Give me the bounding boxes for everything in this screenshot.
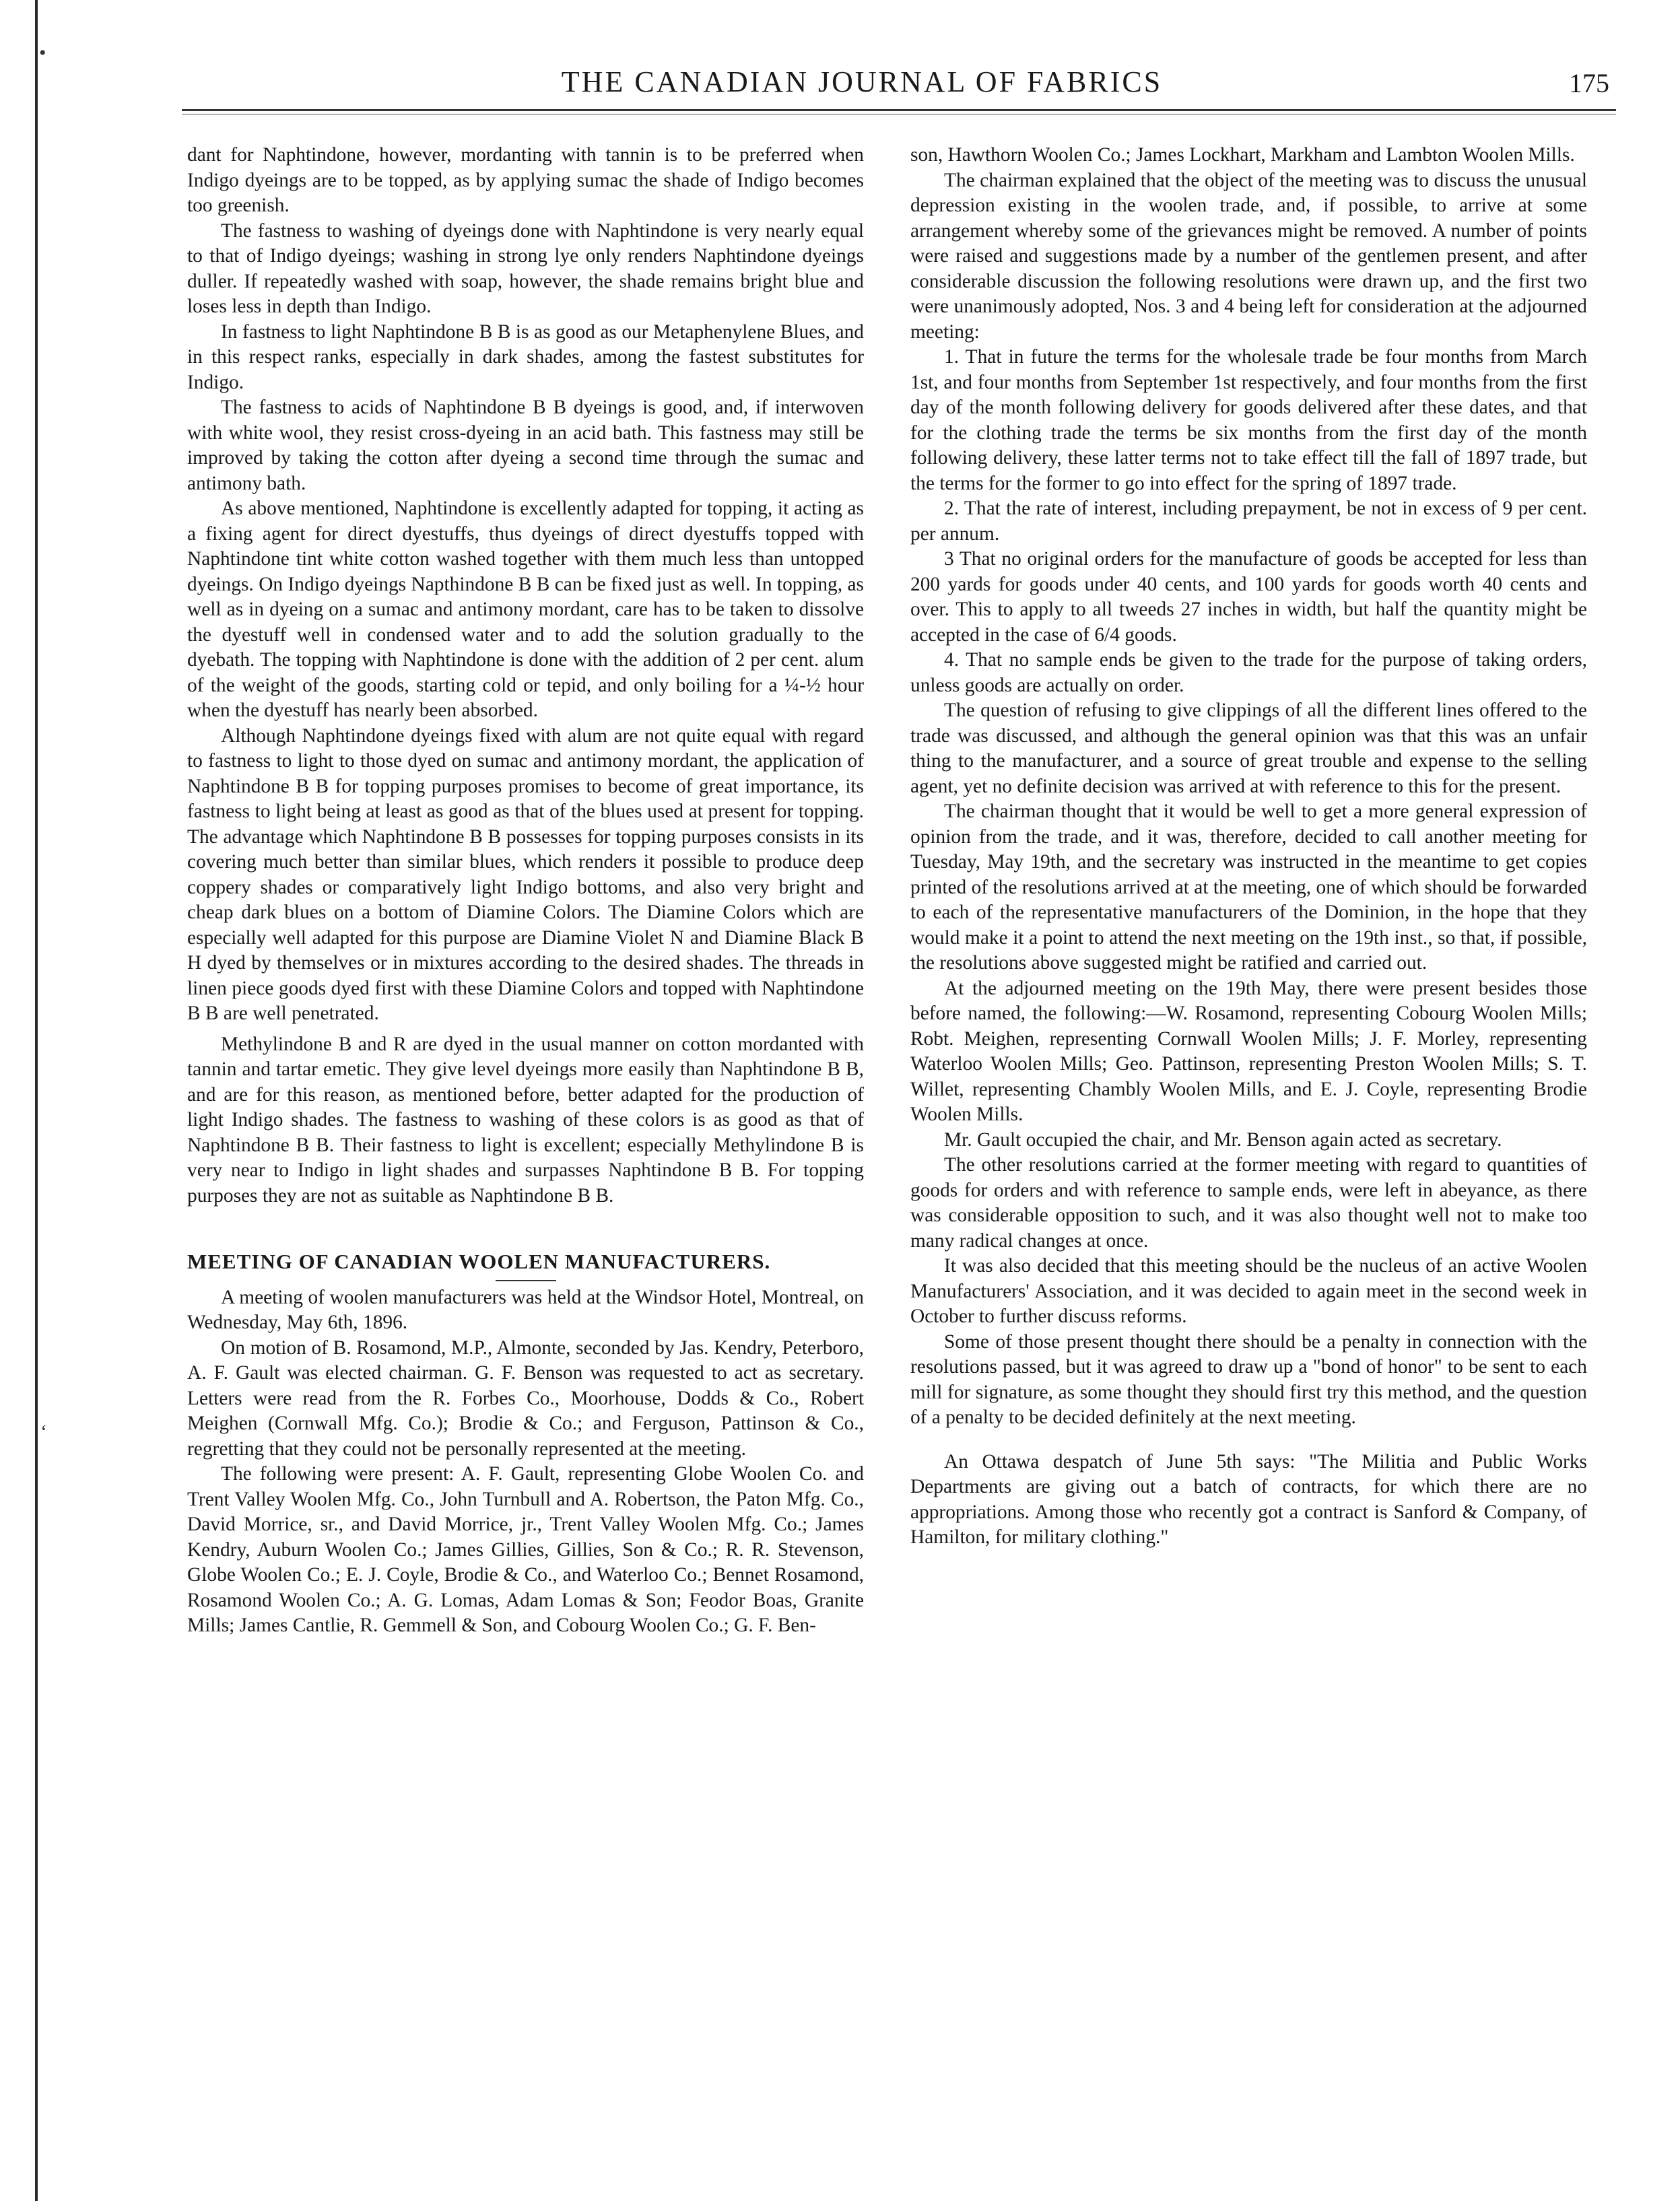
paragraph: It was also decided that this meeting should be the nucleus of an active Woolen Manufacturers' Association, and it was decided to again meet in the second week in October to further discuss reforms.: [910, 1255, 1587, 1327]
paragraph: The fastness to washing of dyeings done with Naphtindone is very nearly equal to that of Indigo dyeings; washing in strong lye only renders Naphtindone dyeings duller. If repeatedly washed with soap, however, the shade remains bright blue and loses less in depth than Indigo.: [187, 219, 864, 317]
heading-rule: [496, 1280, 556, 1281]
separator-space: [910, 1431, 1587, 1450]
resolution-item: 1. That in future the terms for the wholesale trade be four months from March 1st, and four months from September 1st respectively, and four months from the first day of the month following delivery for goods delivered after these dates, and that for the clothing trade the terms be six months from the first day of the month following delivery, these latter terms not to take effect till the fall of 1897 trade, but the terms for the former to go into effect for the spring of 1897 trade.: [910, 346, 1587, 494]
resolution-item: 2. That the rate of interest, including prepayment, be not in excess of 9 per cent. per annum.: [910, 498, 1587, 545]
resolution-item: 4. That no sample ends be given to the trade for the purpose of taking orders, unless goods are actually on order.: [910, 649, 1587, 696]
paragraph: Mr. Gault occupied the chair, and Mr. Benson again acted as secretary.: [944, 1128, 1502, 1151]
paragraph: A meeting of woolen manufacturers was held at the Windsor Hotel, Montreal, on Wednesday, May 6th, 1896.: [187, 1286, 864, 1333]
paragraph: The following were present: A. F. Gault, representing Globe Woolen Co. and Trent Valley Woolen Mfg. Co., John Turnbull and A. Robertson, the Paton Mfg. Co., David Morrice, sr., and David Morrice, jr., Trent Valley Woolen Mfg. Co.; James Kendry, Auburn Woolen Co.; James Gillies, Gillies, Son & Co.; R. R. Stevenson, Globe Woolen Co.; E. J. Coyle, Brodie & Co., and Waterloo Co.; Bennet Rosamond, Rosamond Woolen Co.; A. G. Lomas, Adam Lomas & Son; Feodor Boas, Granite Mills; James Cantlie, R. Gemmell & Son, and Cobourg Woolen Co.; G. F. Ben-: [187, 1463, 864, 1636]
paragraph: The chairman thought that it would be well to get a more general expression of opinion from the trade, and it was, therefore, decided to call another meeting for Tuesday, May 19th, and the secretary was instructed in the meantime to get copies printed of the resolutions arrived at at the meeting, one of which should be forwarded to each of the representative manufacturers of the Dominion, in the hope that they would make it a point to attend the next meeting on the 19th inst., so that, if possible, the resolutions above suggested might be ratified and carried out.: [910, 801, 1587, 974]
running-head: [182, 65, 1616, 112]
header-rule: [182, 109, 1616, 114]
margin-mark: ‘: [40, 1421, 47, 1443]
right-column: [910, 143, 1587, 1551]
paragraph: The chairman explained that the object of the meeting was to discuss the unusual depression existing in the woolen trade, and, if possible, to arrive at some arrangement whereby some of the grievances might be removed. A number of points were raised and suggestions made by a number of the gentlemen present, and after considerable discussion the following resolutions were drawn up, and the first two were unanimously adopted, Nos. 3 and 4 being left for consideration at the adjourned meeting:: [910, 169, 1587, 343]
margin-mark: •: [39, 42, 46, 64]
paragraph: As above mentioned, Naphtindone is excellently adapted for topping, it acting as a fixing agent for direct dyestuffs, thus dyeings of direct dyestuffs topped with Naphtindone tint white cotton washed together with them much less than untopped dyeings. On Indigo dyeings Napthindone B B can be fixed just as well. In topping, as well as in dyeing on a sumac and antimony mordant, care has to be taken to dissolve the dyestuff well in condensed water and to add the solution gradually to the dyebath. The topping with Naphtindone is done with the addition of 2 per cent. alum of the weight of the goods, starting cold or tepid, and only boiling for a ¼-½ hour when the dyestuff has nearly been absorbed.: [187, 498, 864, 721]
resolution-item: 3 That no original orders for the manufacture of goods be accepted for less than 200 yards for goods under 40 cents, and 100 yards for goods worth 40 cents and over. This to apply to all tweeds 27 inches in width, but half the quantity might be accepted in the case of 6/4 goods.: [910, 548, 1587, 646]
ottawa-despatch-paragraph: An Ottawa despatch of June 5th says: "The Militia and Public Works Departments are giving out a batch of contracts, for which there are no appropriations. Among those who recently got a contract is Sanford & Company, of Hamilton, for military clothing.": [910, 1450, 1587, 1548]
paragraph: Some of those present thought there should be a penalty in connection with the resolutions passed, but it was agreed to draw up a "bond of honor" to be sent to each mill for signature, as some thought they should first try this method, and the question of a penalty to be decided definitely at the next meeting.: [910, 1330, 1587, 1428]
section-heading: MEETING OF CANADIAN WOOLEN MANUFACTURERS.: [187, 1250, 771, 1273]
paragraph: In fastness to light Naphtindone B B is as good as our Metaphenylene Blues, and in this respect ranks, especially in dark shades, among the fastest substitutes for Indigo.: [187, 320, 864, 393]
paragraph: Although Naphtindone dyeings fixed with alum are not quite equal with regard to fastness to light to those dyed on sumac and antimony mordant, the application of Naphtindone B B for topping purposes promises to become of great importance, its fastness to light being at least as good as that of the blues used at present for topping. The advantage which Naphtindone B B possesses for topping purposes consists in its covering much better than similar blues, which renders it possible to produce deep coppery shades or comparatively light Indigo bottoms, and also very bright and cheap dark blues on a bottom of Diamine Colors. The Diamine Colors which are especially well adapted for this purpose are Diamine Violet N and Diamine Black B H dyed by themselves or in mixtures according to the desired shades. The threads in linen piece goods dyed first with these Diamine Colors and topped with Naphtindone B B are well penetrated.: [187, 724, 864, 1024]
paragraph: On motion of B. Rosamond, M.P., Almonte, seconded by Jas. Kendry, Peterboro, A. F. Gault was elected chairman. G. F. Benson was requested to act as secretary. Letters were read from the R. Forbes Co., Moorhouse, Dodds & Co., Robert Meighen (Cornwall Mfg. Co.); Brodie & Co.; and Ferguson, Pattinson & Co., regretting that they could not be personally represented at the meeting.: [187, 1336, 864, 1460]
paragraph: dant for Naphtindone, however, mordanting with tannin is to be preferred when Indigo dyeings are to be topped, as by applying sumac the shade of Indigo becomes too greenish.: [187, 144, 864, 216]
left-column: [187, 143, 864, 1639]
binding-edge: [35, 0, 38, 2201]
page-number: 175: [1569, 68, 1609, 98]
paragraph: The other resolutions carried at the former meeting with regard to quantities of goods for orders and with reference to sample ends, were left in abeyance, as there was considerable opposition to such, and it was also thought well not to make too many radical changes at once.: [910, 1154, 1587, 1252]
paragraph: At the adjourned meeting on the 19th May, there were present besides those before named, the following:—W. Rosamond, representing Cobourg Woolen Mills; Robt. Meighen, representing Cornwall Woolen Mills; J. F. Morley, representing Waterloo Woolen Mills; Geo. Pattinson, representing Preston Woolen Mills; S. T. Willet, representing Chambly Woolen Mills, and E. J. Coyle, representing Brodie Woolen Mills.: [910, 977, 1587, 1125]
paragraph: son, Hawthorn Woolen Co.; James Lockhart, Markham and Lambton Woolen Mills.: [910, 144, 1575, 166]
paragraph: The fastness to acids of Naphtindone B B dyeings is good, and, if interwoven with white wool, they resist cross-dyeing in an acid bath. This fastness may still be improved by taking the cotton after dyeing a second time through the sumac and antimony bath.: [187, 397, 864, 494]
paragraph: Methylindone B and R are dyed in the usual manner on cotton mordanted with tannin and tartar emetic. They give level dyeings more easily than Naphtindone B B, and are for this reason, as mentioned before, better adapted for the production of light Indigo shades. The fastness to washing of these colors is as good as that of Naphtindone B B. Their fastness to light is excellent; especially Methylindone B is very near to Indigo in light shades and surpasses Naphtindone B B. For topping purposes they are not as suitable as Naphtindone B B.: [187, 1033, 864, 1207]
paragraph: The question of refusing to give clippings of all the different lines offered to the trade was discussed, and although the general opinion was that this was an unfair thing to the manufacturer, and a source of great trouble and expense to the selling agent, yet no definite decision was arrived at with reference to this for the present.: [910, 700, 1587, 797]
journal-title: THE CANADIAN JOURNAL OF FABRICS: [561, 65, 1163, 98]
